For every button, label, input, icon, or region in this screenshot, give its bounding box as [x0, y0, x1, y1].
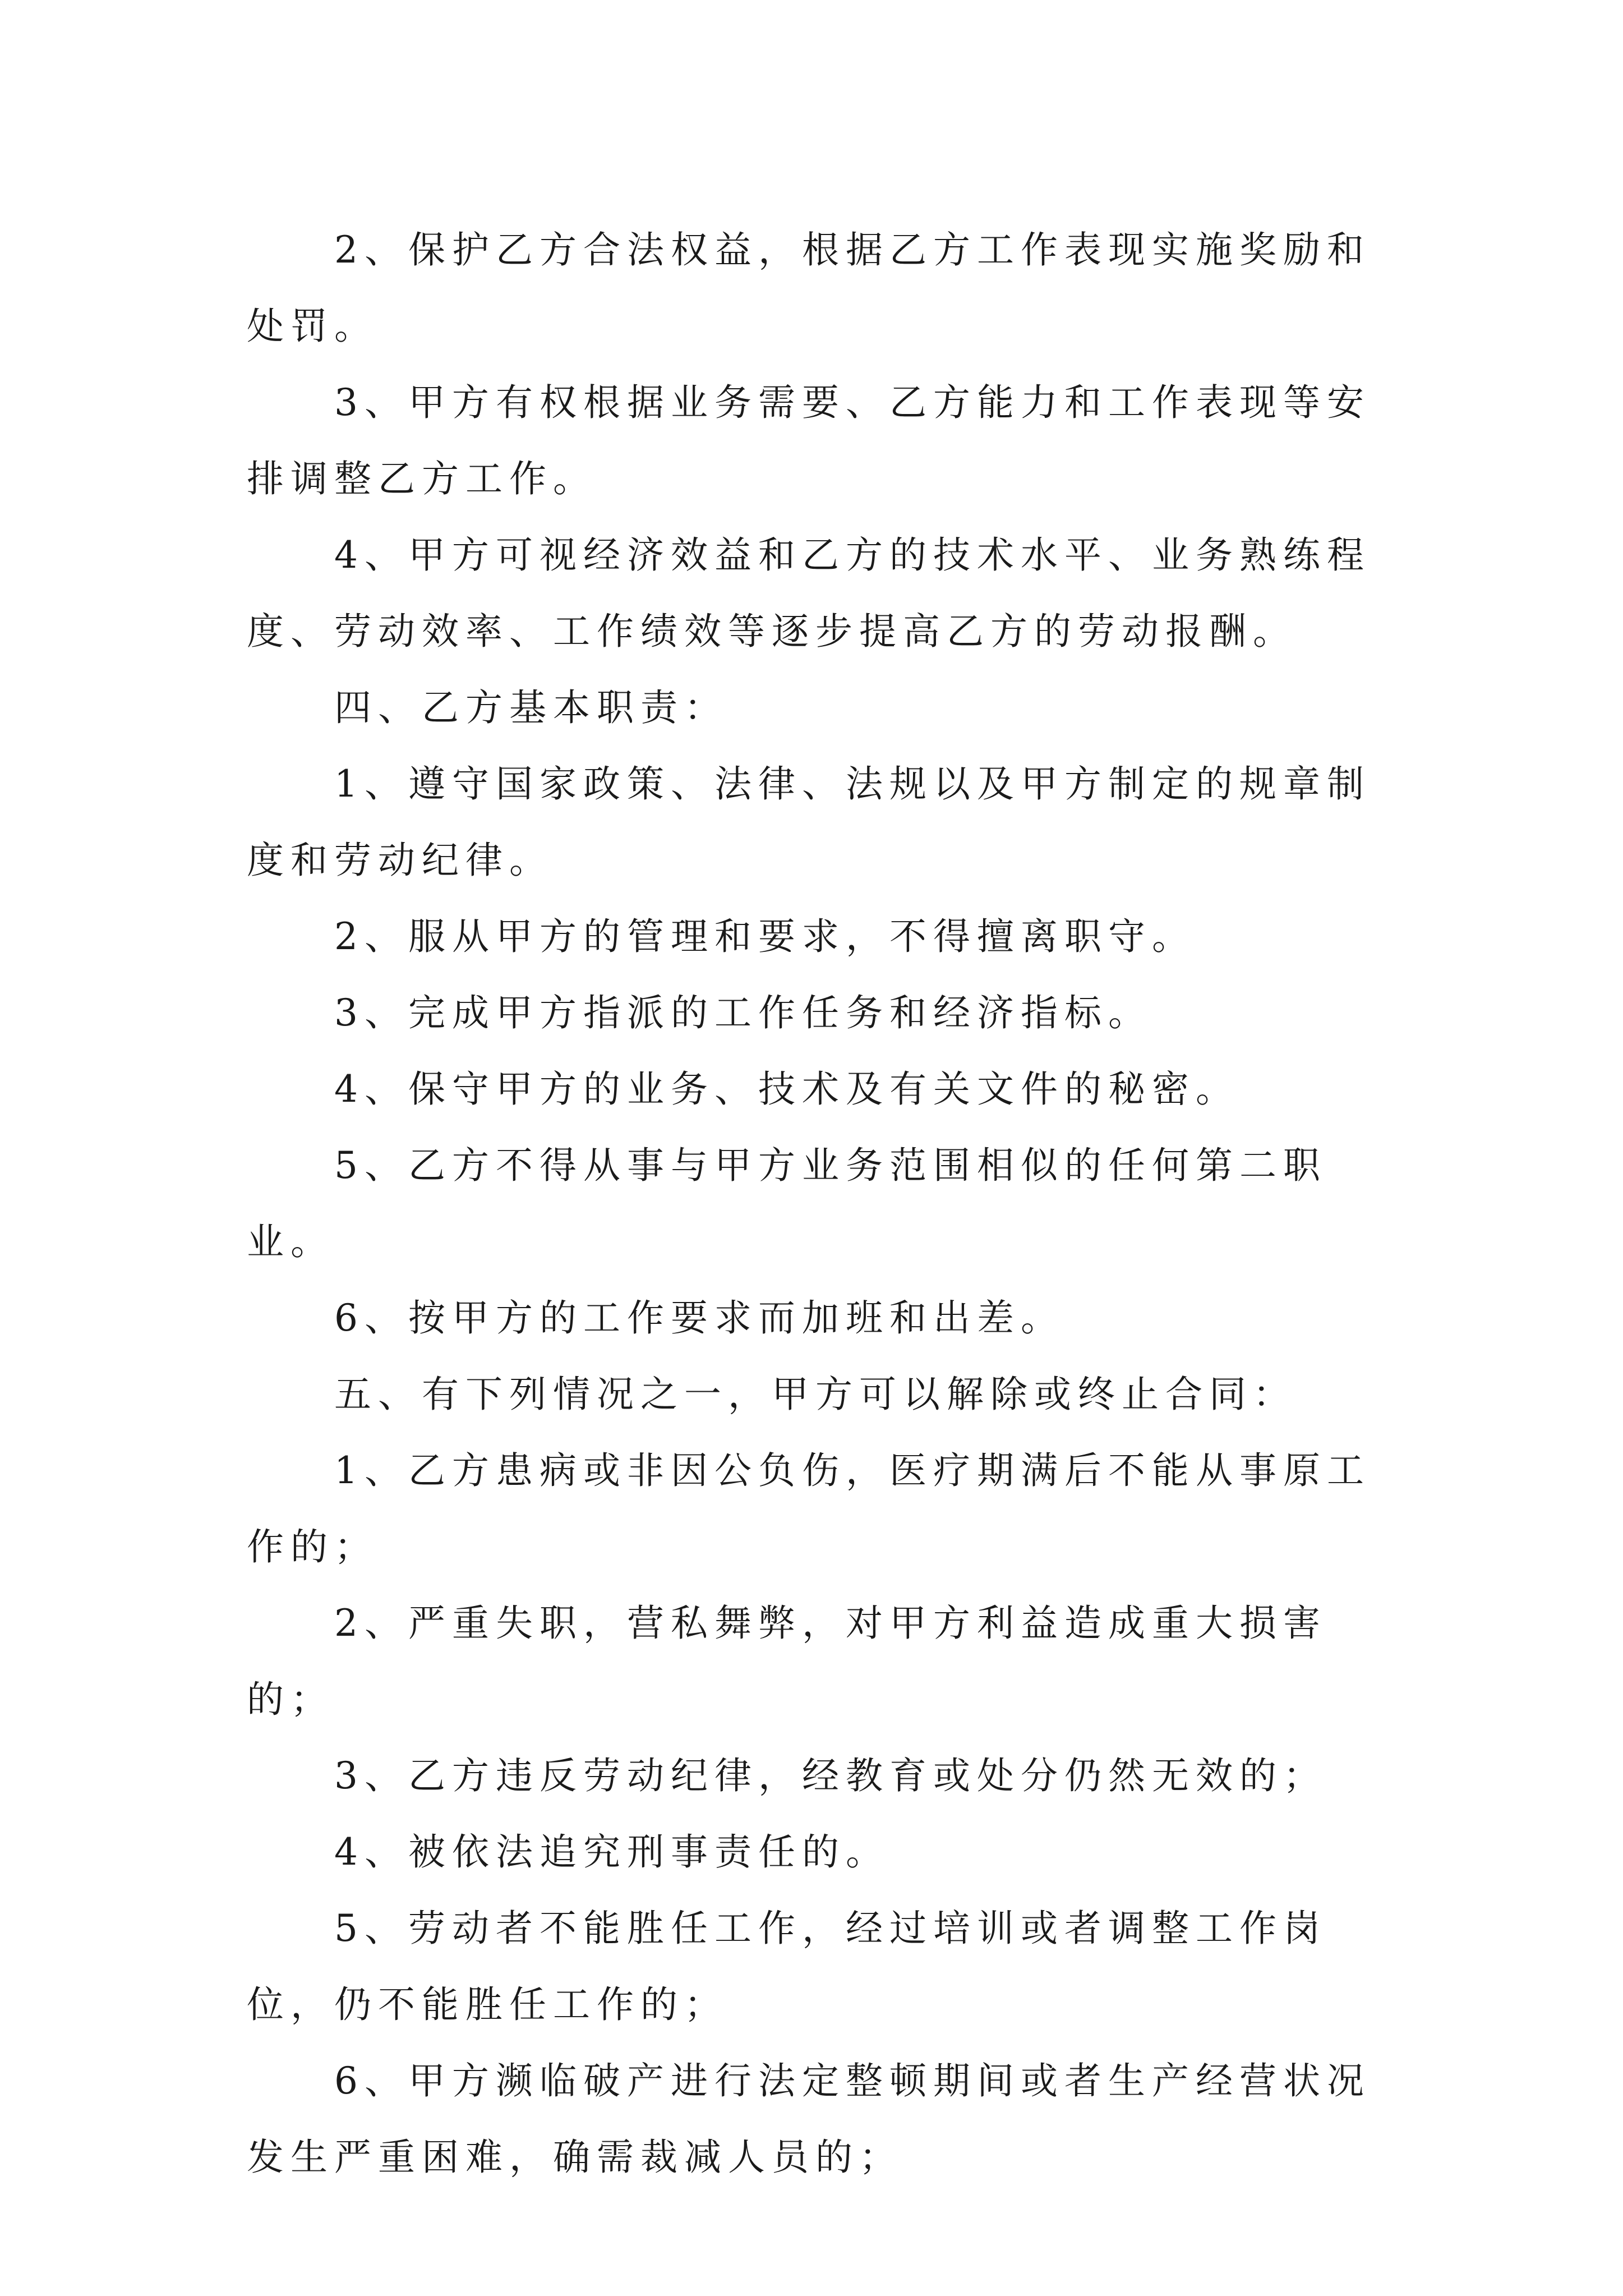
paragraph-duty-5: 5、乙方不得从事与甲方业务范围相似的任何第二职业。: [247, 1144, 1327, 1263]
paragraph-termination-2: 2、严重失职，营私舞弊，对甲方利益造成重大损害的；: [247, 1602, 1327, 1721]
paragraph-termination-3: 3、乙方违反劳动纪律，经教育或处分仍然无效的；: [334, 1754, 1327, 1797]
document-body: [247, 212, 1391, 2196]
paragraph-employer-right-2: 2、保护乙方合法权益，根据乙方工作表现实施奖励和处罚。: [247, 228, 1371, 348]
section-heading-employee-duties: 四、乙方基本职责：: [334, 686, 728, 729]
paragraph-termination-6: 6、甲方濒临破产进行法定整顿期间或者生产经营状况发生严重困难，确需裁减人员的；: [247, 2059, 1371, 2179]
paragraph-duty-1: 1、遵守国家政策、法律、法规以及甲方制定的规章制度和劳动纪律。: [247, 762, 1371, 882]
paragraph-duty-2: 2、服从甲方的管理和要求，不得擅离职守。: [334, 915, 1196, 958]
paragraph-duty-6: 6、按甲方的工作要求而加班和出差。: [334, 1296, 1064, 1340]
paragraph-duty-4: 4、保守甲方的业务、技术及有关文件的秘密。: [334, 1068, 1239, 1111]
paragraph-employer-right-4: 4、甲方可视经济效益和乙方的技术水平、业务熟练程度、劳动效率、工作绩效等逐步提高乙方的劳动报酬。: [247, 533, 1371, 653]
section-heading-termination: 五、有下列情况之一，甲方可以解除或终止合同：: [334, 1373, 1297, 1416]
paragraph-employer-right-3: 3、甲方有权根据业务需要、乙方能力和工作表现等安排调整乙方工作。: [247, 381, 1371, 500]
paragraph-termination-4: 4、被依法追究刑事责任的。: [334, 1830, 889, 1874]
paragraph-duty-3: 3、完成甲方指派的工作任务和经济指标。: [334, 991, 1152, 1034]
paragraph-termination-1: 1、乙方患病或非因公负伤，医疗期满后不能从事原工作的；: [247, 1449, 1371, 1568]
paragraph-termination-5: 5、劳动者不能胜任工作，经过培训或者调整工作岗位，仍不能胜任工作的；: [247, 1907, 1327, 2026]
